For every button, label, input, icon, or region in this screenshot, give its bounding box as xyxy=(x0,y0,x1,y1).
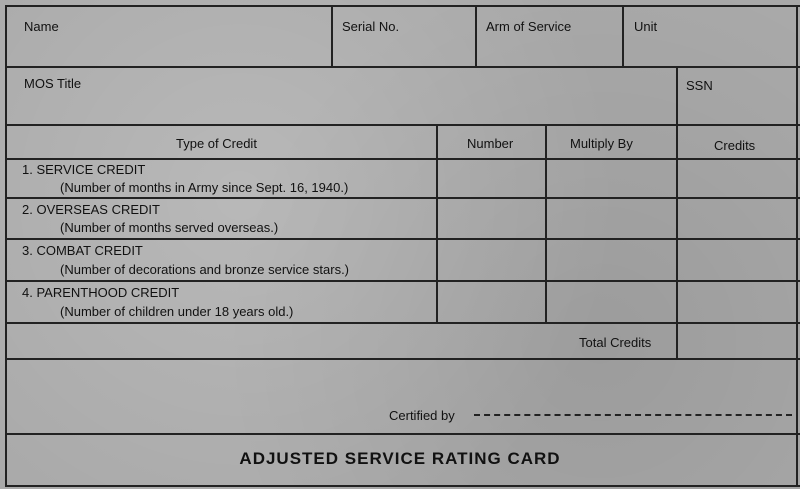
rule-type-number xyxy=(436,124,438,324)
rule-arm-unit xyxy=(622,5,624,68)
certified-by-label: Certified by xyxy=(389,408,455,423)
rule-left xyxy=(5,5,7,487)
mos-title-label: MOS Title xyxy=(24,76,82,91)
rule-serial-arm xyxy=(475,5,477,68)
column-header-type-of-credit: Type of Credit xyxy=(176,136,257,151)
name-label: Name xyxy=(24,19,59,34)
credit-row-description: (Number of months in Army since Sept. 16, 1940.) xyxy=(60,180,349,195)
credit-row-description: (Number of decorations and bronze service stars.) xyxy=(60,262,350,277)
credit-row-title: 1. SERVICE CREDIT xyxy=(22,162,146,177)
unit-label: Unit xyxy=(634,19,658,34)
rule-total-bottom xyxy=(5,358,800,360)
signature-line xyxy=(474,414,792,416)
rule-row1-bottom xyxy=(5,197,800,199)
rule-certified-bottom xyxy=(5,433,800,435)
column-header-number: Number xyxy=(467,136,514,151)
credit-row-title: 4. PARENTHOOD CREDIT xyxy=(22,285,180,300)
total-credits-label: Total Credits xyxy=(579,335,652,350)
rule-top xyxy=(5,5,800,7)
rule-header-bottom xyxy=(5,66,800,68)
rule-row3-bottom xyxy=(5,280,800,282)
rule-bottom xyxy=(5,485,800,487)
rule-row4-bottom xyxy=(5,322,800,324)
credit-row-title: 3. COMBAT CREDIT xyxy=(22,243,143,258)
serial-number-label: Serial No. xyxy=(342,19,400,34)
column-header-multiply-by: Multiply By xyxy=(570,136,633,151)
column-header-credits: Credits xyxy=(714,138,756,153)
rule-mos-bottom xyxy=(5,124,800,126)
rule-multiply-credits xyxy=(676,124,678,360)
rule-colhead-bottom xyxy=(5,158,800,160)
rule-right xyxy=(796,5,798,487)
rule-row2-bottom xyxy=(5,238,800,240)
credit-row-title: 2. OVERSEAS CREDIT xyxy=(22,202,160,217)
rule-mos-ssn xyxy=(676,66,678,126)
rule-name-serial xyxy=(331,5,333,68)
card-title: ADJUSTED SERVICE RATING CARD xyxy=(239,449,561,468)
rule-number-multiply xyxy=(545,124,547,324)
ssn-label: SSN xyxy=(686,78,713,93)
credit-row-description: (Number of months served overseas.) xyxy=(60,220,279,235)
arm-of-service-label: Arm of Service xyxy=(486,19,572,34)
credit-row-description: (Number of children under 18 years old.) xyxy=(60,304,294,319)
